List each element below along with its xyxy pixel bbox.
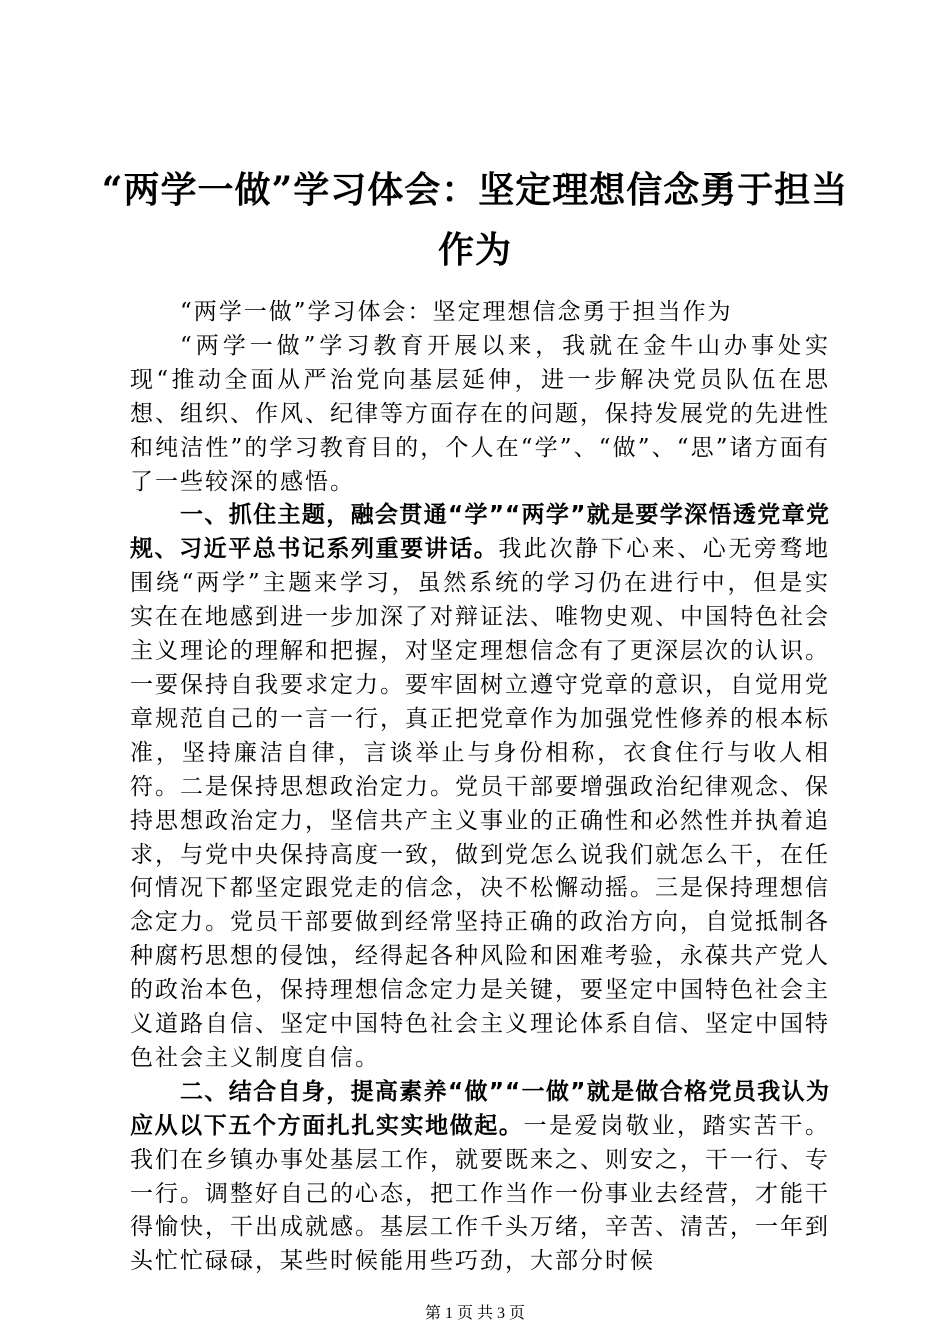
section-1-paragraph [130, 499, 830, 1075]
section-1-body: 我此次静下心来、心无旁骛地围绕“两学”主题来学习，虽然系统的学习仍在进行中，但是实实在在地感到进一步加深了对辩证法、唯物史观、中国特色社会主义理论的理解和把握，对坚定理想信念有了更深层次的认识。一要保持自我要求定力。要牢固树立遵守党章的意识，自觉用党章规范自己的一言一行，真正把党章作为加强党性修养的根本标准，坚持廉洁自律，言谈举止与身份相称，衣食住行与收人相符。二是保持思想政治定力。党员干部要增强政治纪律观念、保持思想政治定力，坚信共产主义事业的正确性和必然性并执着追求，与党中央保持高度一致，做到党怎么说我们就怎么干，在任何情况下都坚定跟党走的信念，决不松懈动摇。三是保持理想信念定力。党员干部要做到经常坚持正确的政治方向，自觉抵制各种腐朽思想的侵蚀，经得起各种风险和困难考验，永葆共产党人的政治本色，保持理想信念定力是关键，要坚定中国特色社会主义道路自信、坚定中国特色社会主义理论体系自信、坚定中国特色社会主义制度自信。 [130, 536, 831, 1071]
section-1-heading: 一、抓住主题，融会贯通“学”“两学”就是要学深悟透党章党规、习近平总书记系列重要讲话。 [130, 502, 830, 563]
document-title: “两学一做”学习体会：坚定理想信念勇于担当作为 [101, 169, 849, 271]
section-2-heading: 二、结合自身，提高素养“做”“一做”就是做合格党员我认为应从以下五个方面扎扎实实地做起。 [130, 1078, 830, 1139]
page-number-footer: 第 1 页 共 3 页 [424, 1305, 525, 1322]
subtitle-paragraph: “两学一做”学习体会：坚定理想信念勇于担当作为 [180, 299, 733, 325]
section-2-paragraph [130, 1076, 830, 1279]
section-2-body: 一是爱岗敬业，踏实苦干。我们在乡镇办事处基层工作，就要既来之、则安之，干一行、专一行。调整好自己的心态，把工作当作一份事业去经营，才能干得愉快，干出成就感。基层工作千头万绪，辛苦、清苦，一年到头忙忙碌碌，某些时候能用些巧劲，大部分时候 [130, 1112, 831, 1275]
intro-paragraph: “两学一做”学习教育开展以来，我就在金牛山办事处实现“推动全面从严治党向基层延伸，进一步解决党员队伍在思想、组织、作风、纪律等方面存在的问题，保持发展党的先进性和纯洁性”的学习教育目的，个人在“学”、“做”、“思”诸方面有了一些较深的感悟。 [130, 332, 830, 495]
document-body [130, 296, 830, 1279]
